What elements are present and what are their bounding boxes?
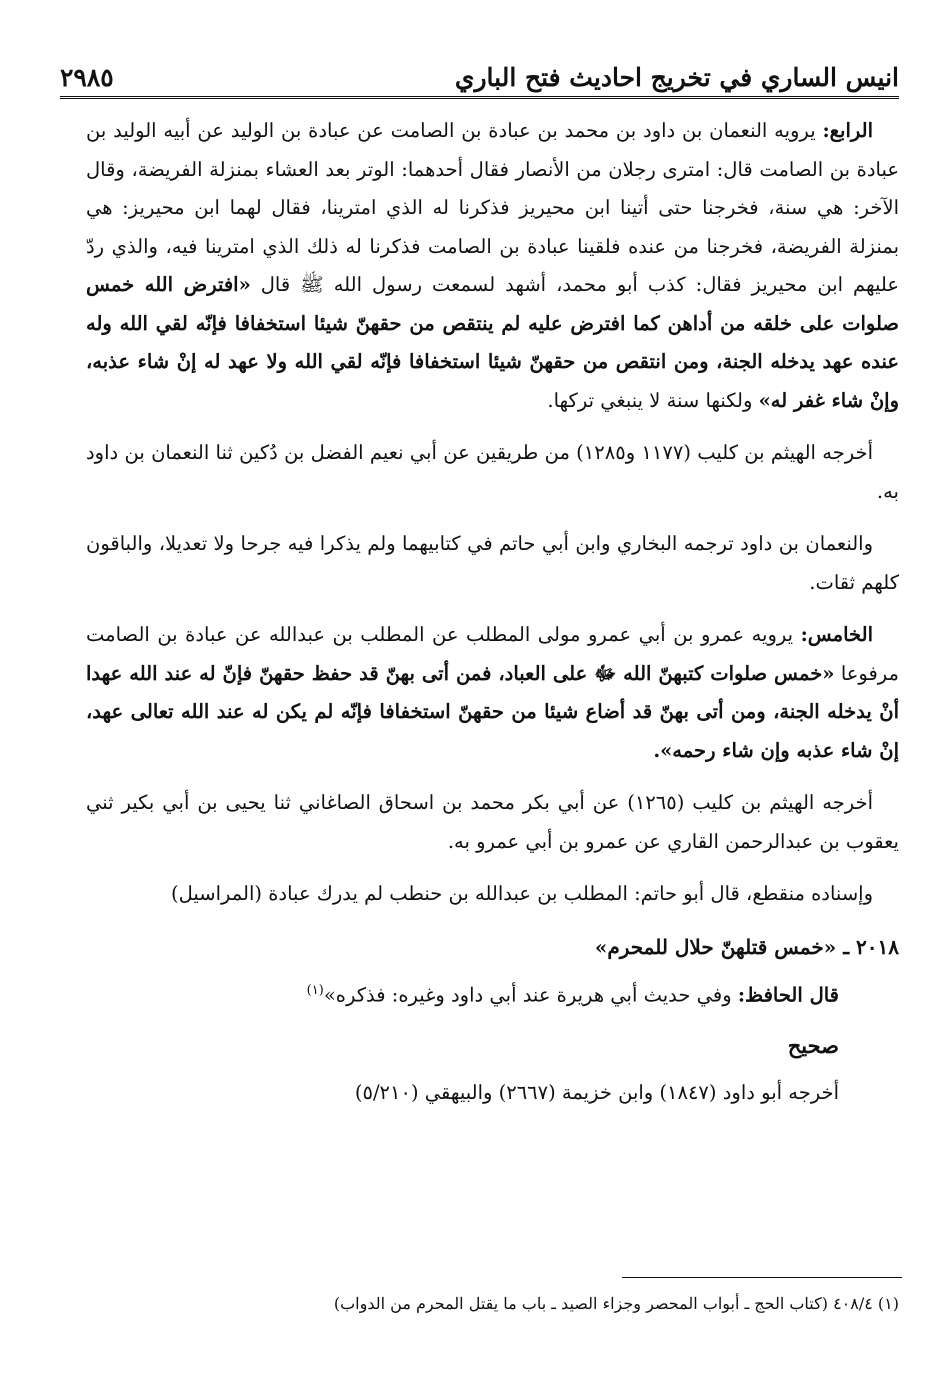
paragraph-text: يرويه النعمان بن داود بن محمد بن عبادة بن الصامت عن عبادة بن الوليد عن أبيه الوليد بن عبادة بن الصامت قال: امترى رجلان من الأنصار فقال أحدهما: الوتر بعد العشاء بمنزلة الفريضة، وقال الآخر: هي سنة، فخرجنا حتى أتينا ابن محيريز فذكرنا له الذي امترينا، فقال لهما ابن محيريز: هي بمنزلة الفريضة، فخرجنا من عنده فلقينا عبادة بن الصامت فذكرنا له ذلك الذي امترينا فيه، والذي ردّ عليهم ابن محيريز فقال: كذب أبو محمد، أشهد لسمعت رسول الله ﷺ قال xyxy=(86,119,899,296)
hafiz-text: وفي حديث أبي هريرة عند أبي داود وغيره: فذكره» xyxy=(323,983,732,1007)
hafiz-quote xyxy=(86,972,839,1015)
page-body xyxy=(86,112,899,1118)
running-header xyxy=(60,52,899,99)
paragraph-fourth-narration xyxy=(86,112,899,420)
paragraph-isnad-note: وإسناده منقطع، قال أبو حاتم: المطلب بن عبدالله بن حنطب لم يدرك عبادة (المراسيل) xyxy=(171,882,873,905)
paragraph-label: الرابع: xyxy=(822,119,873,142)
footnote-reference: (١) xyxy=(306,983,324,998)
paragraph-takhrij-1: أخرجه الهيثم بن كليب (١١٧٧ و١٢٨٥) من طريقين عن أبي نعيم الفضل بن دُكين ثنا النعمان بن داود به. xyxy=(86,441,899,503)
paragraph-fifth-narration xyxy=(86,616,899,770)
page-number: ٢٩٨٥ xyxy=(60,63,114,92)
hadith-number: ٢٠١٨ ـ xyxy=(843,934,899,959)
book-title: انيس الساري في تخريج احاديث فتح الباري xyxy=(454,63,899,92)
paragraph-text: ولكنها سنة لا ينبغي تركها. xyxy=(547,388,753,412)
hadith-title: «خمس قتلهنّ حلال للمحرم» xyxy=(594,934,837,959)
footnote: (١) ٤٠٨/٤ (كتاب الحج ـ أبواب المحصر وجزاء الصيد ـ باب ما يقتل المحرم من الدواب) xyxy=(333,1294,899,1313)
footnote-divider xyxy=(622,1277,902,1278)
paragraph-label: الخامس: xyxy=(800,623,873,646)
hafiz-label: قال الحافظ: xyxy=(737,983,839,1007)
hadith-takhrij: أخرجه أبو داود (١٨٤٧) وابن خزيمة (٢٦٦٧) والبيهقي (٥/٢١٠) xyxy=(354,1080,839,1104)
hadith-grade: صحيح xyxy=(787,1033,839,1058)
hadith-text: «خمس صلوات كتبهنّ الله ﷻ على العباد، فمن أتى بهنّ قد حفظ حقهنّ فإنّ له عند الله عهدا أنْ يدخله الجنة، ومن أتى بهنّ قد أضاع شيئا من حقهنّ استخفافا فإنّه لم يكن له عند الله تعالى عهد، إنْ شاء عذبه وإن شاء رحمه». xyxy=(86,661,899,762)
hadith-heading xyxy=(86,928,899,967)
hadith-text: «افترض الله خمس صلوات على خلقه من أداهن كما افترض عليه لم ينتقص من حقهنّ شيئا استخفافا فإنّه لقي الله وله عنده عهد يدخله الجنة، ومن انتقص من حقهنّ شيئا استخفافا فإنّه لقي الله ولا عهد له إنْ شاء عذبه، وإنْ شاء غفر له» xyxy=(86,273,899,412)
paragraph-narrator-note: والنعمان بن داود ترجمه البخاري وابن أبي حاتم في كتابيهما ولم يذكرا فيه جرحا ولا تعديلا، والباقون كلهم ثقات. xyxy=(86,532,899,594)
paragraph-text: يرويه عمرو بن أبي عمرو مولى المطلب عن المطلب بن عبدالله عن عبادة بن الصامت مرفوعا xyxy=(86,623,899,685)
paragraph-takhrij-2: أخرجه الهيثم بن كليب (١٢٦٥) عن أبي بكر محمد بن اسحاق الصاغاني ثنا يحيى بن أبي بكير ثني يعقوب بن عبدالرحمن القاري عن عمرو بن أبي عمرو به. xyxy=(86,791,899,853)
